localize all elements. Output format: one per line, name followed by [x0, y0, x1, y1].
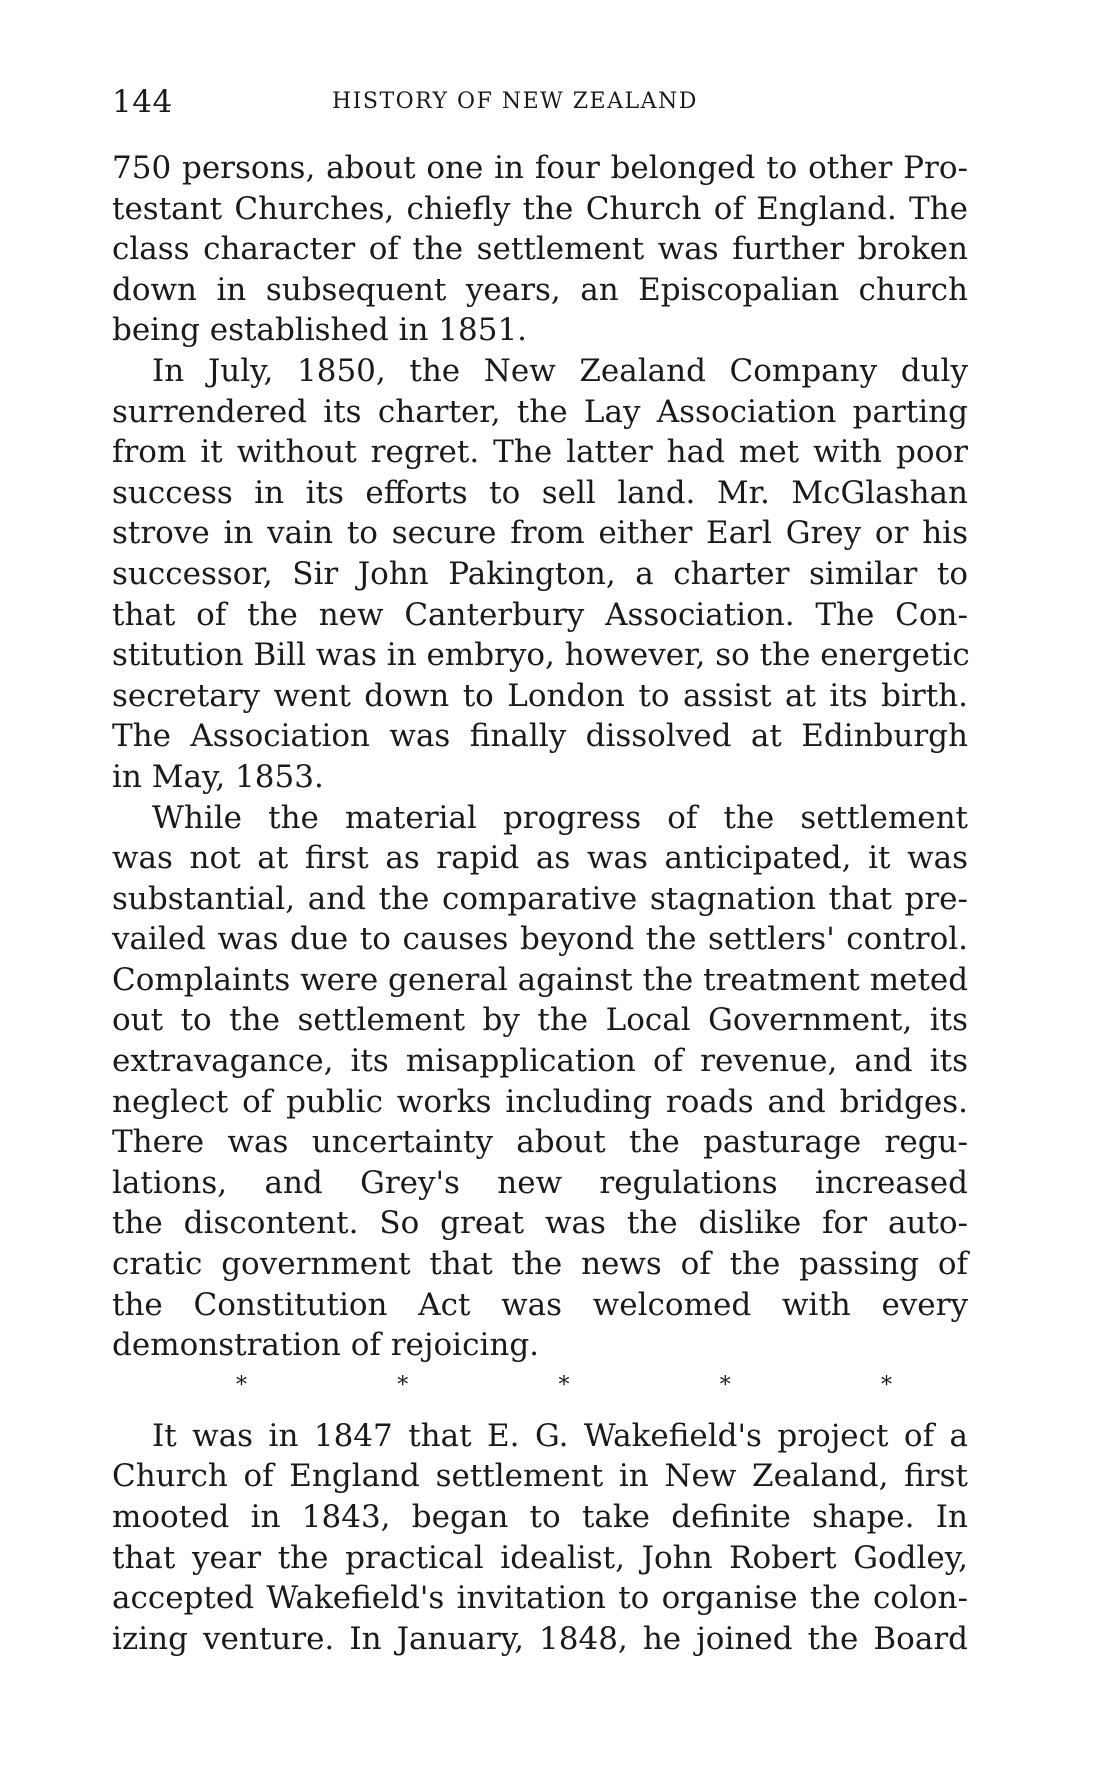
text-line: The Association was finally dissolved at Edinburgh [112, 718, 968, 755]
text-line: accepted Wakefield's invitation to organise the colon- [112, 1580, 968, 1617]
text-line: down in subsequent years, an Episcopalian church [112, 271, 968, 308]
text-line: neglect of public works including roads and bridges. [112, 1083, 968, 1120]
paragraph [112, 1416, 968, 1660]
running-head: HISTORY OF NEW ZEALAND [332, 89, 698, 114]
asterisk: * [719, 1372, 731, 1398]
text-line: class character of the settlement was further broken [112, 231, 968, 268]
page-number: 144 [112, 84, 173, 120]
text-line: substantial, and the comparative stagnation that pre- [112, 880, 968, 917]
text-line: There was uncertainty about the pasturage regu- [112, 1124, 968, 1161]
text-line: the discontent. So great was the dislike for auto- [112, 1205, 968, 1242]
page-header [112, 84, 972, 124]
text-line: successor, Sir John Pakington, a charter similar to [112, 555, 968, 592]
text-line: the Constitution Act was welcomed with every [112, 1286, 968, 1323]
body-text [112, 148, 968, 1659]
text-line: that year the practical idealist, John Robert Godley, [112, 1539, 968, 1576]
text-line: out to the settlement by the Local Government, its [112, 1002, 968, 1039]
text-line: that of the new Canterbury Association. The Con- [112, 596, 968, 633]
paragraph [112, 351, 968, 798]
text-line: 750 persons, about one in four belonged to other Pro- [112, 150, 968, 186]
text-line: stitution Bill was in embryo, however, so the energetic [112, 637, 970, 674]
asterisk: * [236, 1372, 247, 1398]
text-line: It was in 1847 that E. G. Wakefield's project of a [152, 1417, 968, 1454]
asterisk: * [558, 1372, 570, 1398]
asterisk: * [881, 1372, 892, 1398]
section-break [236, 1366, 892, 1406]
paragraph [112, 798, 968, 1366]
text-line: izing venture. In January, 1848, he joined the Board [112, 1620, 968, 1657]
text-line: in May, 1853. [112, 758, 324, 795]
text-line: being established in 1851. [112, 312, 528, 349]
text-line: strove in vain to secure from either Earl Grey or his [112, 515, 968, 552]
text-line: from it without regret. The latter had met with poor [112, 434, 968, 471]
text-line: While the material progress of the settlement [152, 799, 968, 836]
text-line: secretary went down to London to assist at its birth. [112, 677, 968, 714]
text-line: demonstration of rejoicing. [112, 1327, 540, 1364]
asterisk: * [397, 1372, 409, 1398]
text-line: surrendered its charter, the Lay Association parting [112, 393, 968, 430]
text-line: cratic government that the news of the passing of [112, 1246, 968, 1283]
text-line: Church of England settlement in New Zealand, first [112, 1458, 968, 1495]
text-line: In July, 1850, the New Zealand Company duly [152, 352, 968, 389]
text-line: mooted in 1843, began to take definite shape. In [112, 1499, 968, 1535]
text-line: success in its efforts to sell land. Mr. McGlashan [112, 474, 968, 511]
text-line: vailed was due to causes beyond the settlers' control. [112, 921, 968, 958]
text-line: was not at first as rapid as was anticipated, it was [112, 840, 968, 877]
text-line: testant Churches, chiefly the Church of England. The [112, 190, 968, 227]
text-line: lations, and Grey's new regulations increased [112, 1164, 968, 1201]
text-line: Complaints were general against the treatment meted [112, 961, 969, 998]
text-line: extravagance, its misapplication of revenue, and its [112, 1043, 968, 1080]
paragraph [112, 148, 968, 351]
